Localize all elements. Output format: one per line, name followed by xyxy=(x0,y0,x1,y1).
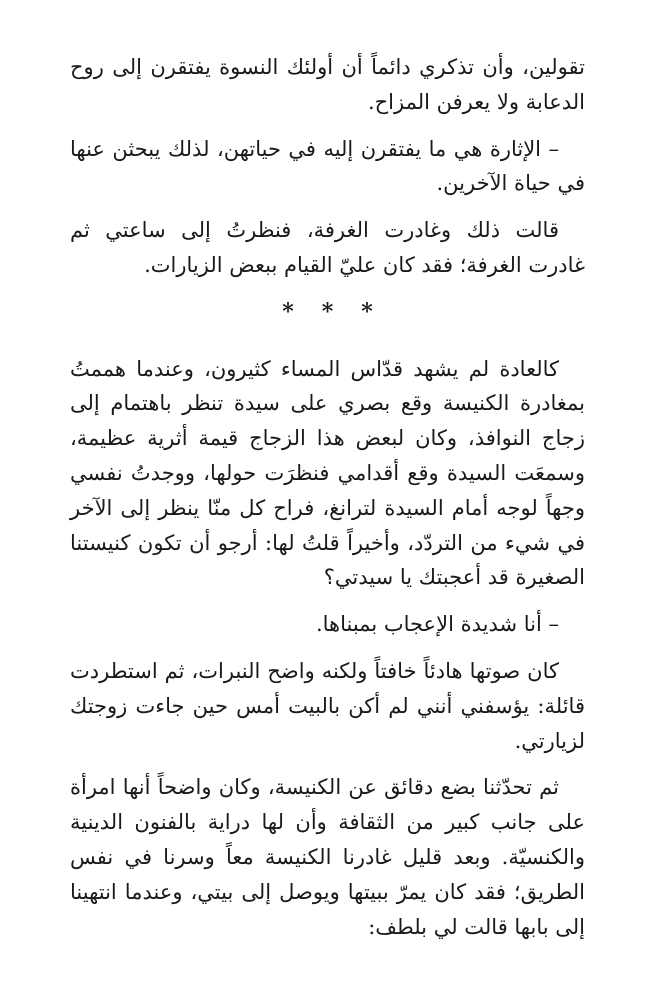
paragraph-continuation: تقولين، وأن تذكري دائماً أن أولئك النسوة يفتقرن إلى روح الدعابة ولا يعرفن المزاح. xyxy=(70,55,585,114)
separator-star: * xyxy=(361,298,387,325)
dialogue-line: – أنا شديدة الإعجاب بمبناها. xyxy=(315,612,559,637)
section-separator xyxy=(70,295,585,330)
separator-star: * xyxy=(282,298,308,325)
paragraph: كان صوتها هادئاً خافتاً ولكنه واضح النبرات، ثم استطردت قائلة: يؤسفني أنني لم أكن بالبيت أمس حين جاءت زوجتك لزيارتي. xyxy=(70,658,585,753)
separator-star: * xyxy=(321,298,348,325)
dialogue-line: – الإثارة هي ما يفتقرن إليه في حياتهن، لذلك يبحثن عنها في حياة الآخرين. xyxy=(70,136,585,196)
paragraph: قالت ذلك وغادرت الغرفة، فنظرتُ إلى ساعتي ثم غادرت الغرفة؛ فقد كان عليّ القيام ببعض الزيارات. xyxy=(70,218,585,277)
paragraph: كالعادة لم يشهد قدّاس المساء كثيرون، وعندما هممتُ بمغادرة الكنيسة وقع بصري على سيدة تنظر باهتمام إلى زجاج النوافذ، وكان لبعض هذا الزجاج قيمة أثرية عظيمة، وسمعَت السيدة وقع أقدامي فنظرَت حولها، ووجدتُ نفسي وجهاً لوجه أمام السيدة لترانغ، فراح كل منّا ينظر إلى الآخر في شيء من التردّد، وأخيراً قلتُ لها: أرجو أن تكون كنيستنا الصغيرة قد أعجبتك يا سيدتي؟ xyxy=(70,356,585,590)
paragraph: ثم تحدّثنا بضع دقائق عن الكنيسة، وكان واضحاً أنها امرأة على جانب كبير من الثقافة وأن لها دراية بالفنون الدينية والكنسيّة. وبعد قليل غادرنا الكنيسة معاً وسرنا في نفس الطريق؛ فقد كان يمرّ ببيتها ويوصل إلى بيتي، وعندما انتهينا إلى بابها قالت لي بلطف: xyxy=(70,775,586,939)
